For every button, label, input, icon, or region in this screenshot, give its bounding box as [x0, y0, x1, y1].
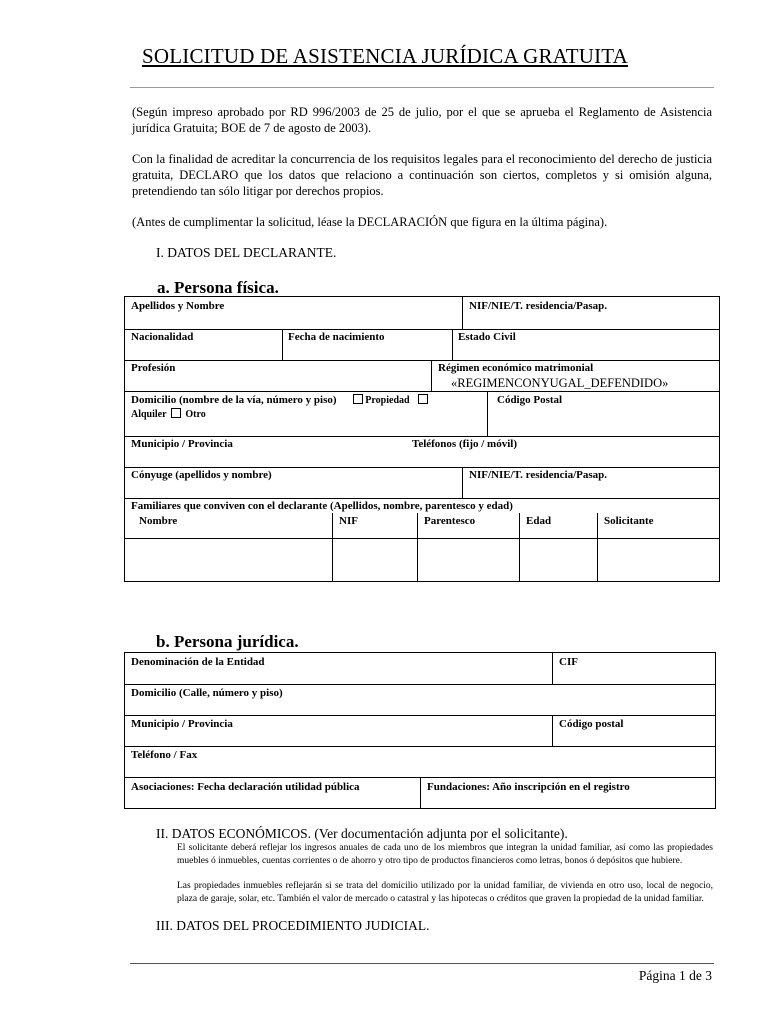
persona-fisica-heading: a. Persona física. — [157, 278, 279, 297]
profesion-label: Profesión — [131, 362, 176, 374]
persona-juridica-table — [124, 652, 716, 809]
nif-label: NIF/NIE/T. residencia/Pasap. — [469, 300, 608, 312]
persona-fisica-table — [124, 296, 720, 582]
alquiler-label: Alquiler — [131, 409, 167, 420]
col-parentesco: Parentesco — [424, 515, 476, 527]
denominacion-label: Denominación de la Entidad — [131, 656, 265, 668]
propiedad-checkbox[interactable] — [353, 394, 363, 404]
page-title: SOLICITUD DE ASISTENCIA JURÍDICA GRATUITA — [141, 44, 629, 68]
regimen-economico-value: «REGIMENCONYUGAL_DEFENDIDO» — [451, 376, 669, 390]
page-number: Página 1 de 3 — [638, 968, 712, 983]
conyuge-nif-label: NIF/NIE/T. residencia/Pasap. — [469, 469, 608, 481]
estado-civil-label: Estado Civil — [458, 331, 516, 343]
alquiler-checkbox[interactable] — [171, 408, 181, 418]
section-3-heading: III. DATOS DEL PROCEDIMIENTO JUDICIAL. — [156, 918, 430, 933]
nacionalidad-label: Nacionalidad — [131, 331, 194, 343]
propiedad-label: Propiedad — [365, 395, 410, 406]
col-nombre: Nombre — [139, 515, 178, 527]
section-2-income-note: El solicitante deberá reflejar los ingresos anuales de cada uno de los miembros que integran la unidad familiar, así como las propiedades muebles ó inmuebles, cuentas corrientes o de ahorro y otro tipo de productos financieros como letras, bonos ó depósitos que hubiere. — [177, 843, 713, 866]
regimen-economico-label: Régimen económico matrimonial — [438, 362, 594, 374]
intro-declaration: Con la finalidad de acreditar la concurrencia de los requisitos legales para el reconocimiento del derecho de justicia gratuita, DECLARO que los datos que relaciono a continuación son ciertos, completos y si omisión alguna, pretendiendo tan sólo litigar por derechos propios. — [132, 152, 712, 198]
fundaciones-label: Fundaciones: Año inscripción en el registro — [427, 781, 630, 793]
title-divider — [130, 87, 714, 88]
otro-label: Otro — [185, 409, 206, 420]
section-1-heading: I. DATOS DEL DECLARANTE. — [156, 245, 337, 260]
codigo-postal-label: Código Postal — [497, 394, 563, 406]
juridica-codigo-postal-label: Código postal — [559, 718, 624, 730]
col-edad: Edad — [526, 515, 552, 527]
conyuge-label: Cónyuge (apellidos y nombre) — [131, 469, 272, 481]
juridica-municipio-label: Municipio / Provincia — [131, 718, 233, 730]
col-solicitante: Solicitante — [604, 515, 654, 527]
intro-instructions: (Antes de cumplimentar la solicitud, léase la DECLARACIÓN que figura en la última página). — [132, 215, 608, 229]
propiedad-checkbox-2[interactable] — [418, 394, 428, 404]
municipio-label: Municipio / Provincia — [131, 438, 233, 450]
section-2-property-note: Las propiedades inmuebles reflejarán si se trata del domicilio utilizado por la unidad familiar, de vivienda en otro uso, local de negocio, plaza de garaje, solar, etc. También el valor de mercado o catastral y las hipotecas o créditos que graven la propiedad de la unidad familiar. — [177, 881, 713, 904]
persona-juridica-heading: b. Persona jurídica. — [156, 632, 299, 651]
juridica-domicilio-label: Domicilio (Calle, número y piso) — [131, 687, 283, 699]
domicilio-label — [131, 394, 430, 406]
section-2-heading: II. DATOS ECONÓMICOS. (Ver documentación adjunta por el solicitante). — [156, 826, 568, 841]
intro-legal-reference: (Según impreso aprobado por RD 996/2003 de 25 de julio, por el que se aprueba el Reglamento de Asistencia jurídica Gratuita; BOE de 7 de agosto de 2003). — [132, 105, 712, 135]
footer-divider — [130, 963, 714, 964]
cif-label: CIF — [559, 656, 578, 668]
asociaciones-label: Asociaciones: Fecha declaración utilidad pública — [131, 781, 360, 793]
familiares-label: Familiares que conviven con el declarante (Apellidos, nombre, parentesco y edad) — [131, 500, 513, 512]
apellidos-nombre-label: Apellidos y Nombre — [131, 300, 225, 312]
telefonos-label: Teléfonos (fijo / móvil) — [412, 438, 517, 450]
col-nif: NIF — [339, 515, 358, 527]
alquiler-otro-row — [131, 408, 206, 420]
domicilio-label-text: Domicilio (nombre de la vía, número y piso) — [131, 394, 337, 406]
fecha-nacimiento-label: Fecha de nacimiento — [288, 331, 385, 343]
telefono-fax-label: Teléfono / Fax — [131, 749, 198, 761]
